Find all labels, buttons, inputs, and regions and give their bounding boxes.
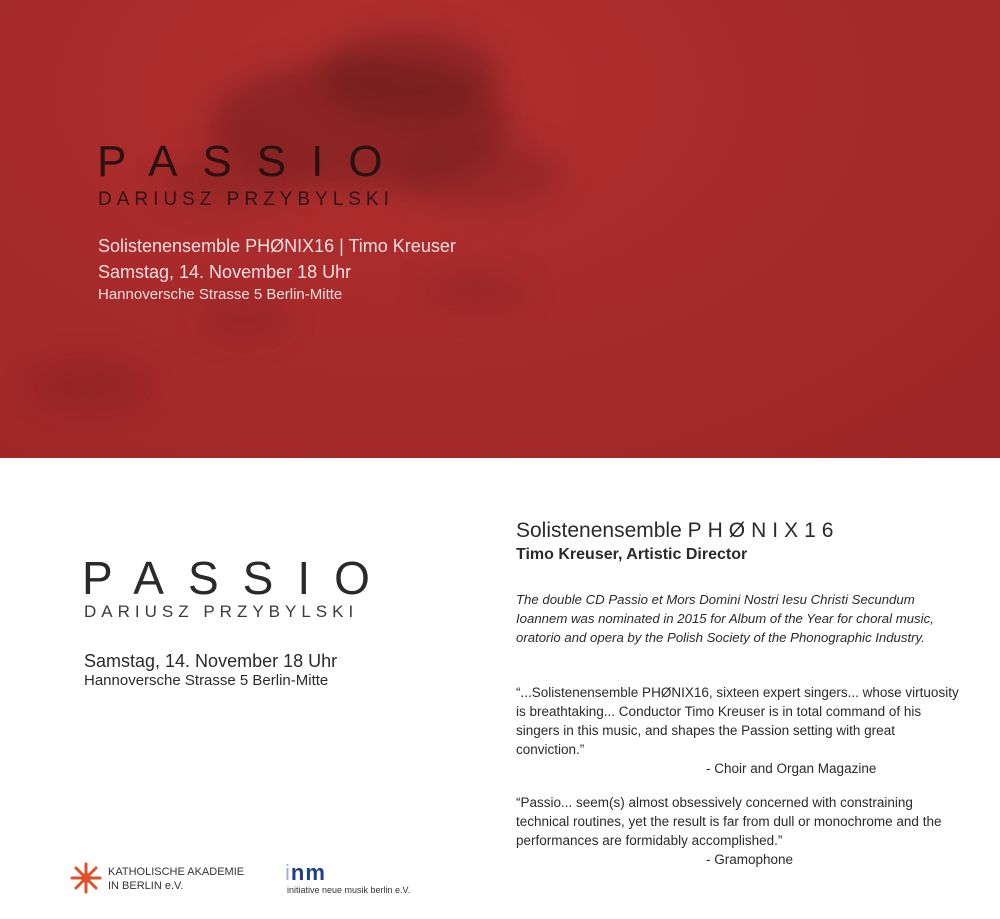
top-red-panel [0,0,1000,458]
cloud-texture [420,270,530,310]
top-title: PASSIO [97,137,408,186]
quote-choir-organ [516,683,966,778]
ka-logo-line2: IN BERLIN e.V. [108,880,184,892]
inm-logo-subtitle: initiative neue musik berlin e.V. [287,885,411,895]
top-address: Hannoversche Strasse 5 Berlin-Mitte [98,286,343,303]
inm-mark: inm [285,860,326,885]
quote-text: “...Solistenensemble PHØNIX16, sixteen expert singers... whose virtuosity is breathtaking... Conductor Timo Kreuser is in total command of his singers in this music, and shapes the Passion setting with great conviction.” [516,685,959,757]
katholische-akademie-logo [68,860,268,900]
ensemble-heading: Solistenensemble PHØNIX16 [516,519,840,542]
quote-source: - Choir and Organ Magazine [706,761,877,776]
bottom-title: PASSIO [82,552,394,604]
intro-paragraph: The double CD Passio et Mors Domini Nostri Iesu Christi Secundum Ioannem was nominated in 2015 for Album of the Year for choral music, oratorio and opera by the Polish Society of the Phonographic Industry. [516,592,934,645]
quote-source: - Gramophone [706,852,794,867]
quote-text: “Passio... seem(s) almost obsessively concerned with constraining technical routines, yet the result is far from dull or monochrome and the performances are formidably accomplished.” [516,795,942,848]
cloud-texture [30,360,150,410]
bottom-address: Hannoversche Strasse 5 Berlin-Mitte [84,672,329,689]
top-ensemble-line: Solistenensemble PHØNIX16 | Timo Kreuser [98,236,456,256]
bottom-composer: DARIUSZ PRZYBYLSKI [84,602,359,621]
cloud-texture [200,300,290,340]
artistic-director: Timo Kreuser, Artistic Director [516,546,748,563]
bottom-date: Samstag, 14. November 18 Uhr [84,651,338,671]
quote-gramophone [516,793,966,869]
cloud-texture [400,140,560,210]
inm-logo [285,862,435,900]
top-composer: DARIUSZ PRZYBYLSKI [98,189,394,210]
ka-logo-line1: KATHOLISCHE AKADEMIE [108,866,245,878]
cloud-texture [320,30,500,120]
akademie-emblem-icon [68,860,104,896]
top-date: Samstag, 14. November 18 Uhr [98,262,352,282]
